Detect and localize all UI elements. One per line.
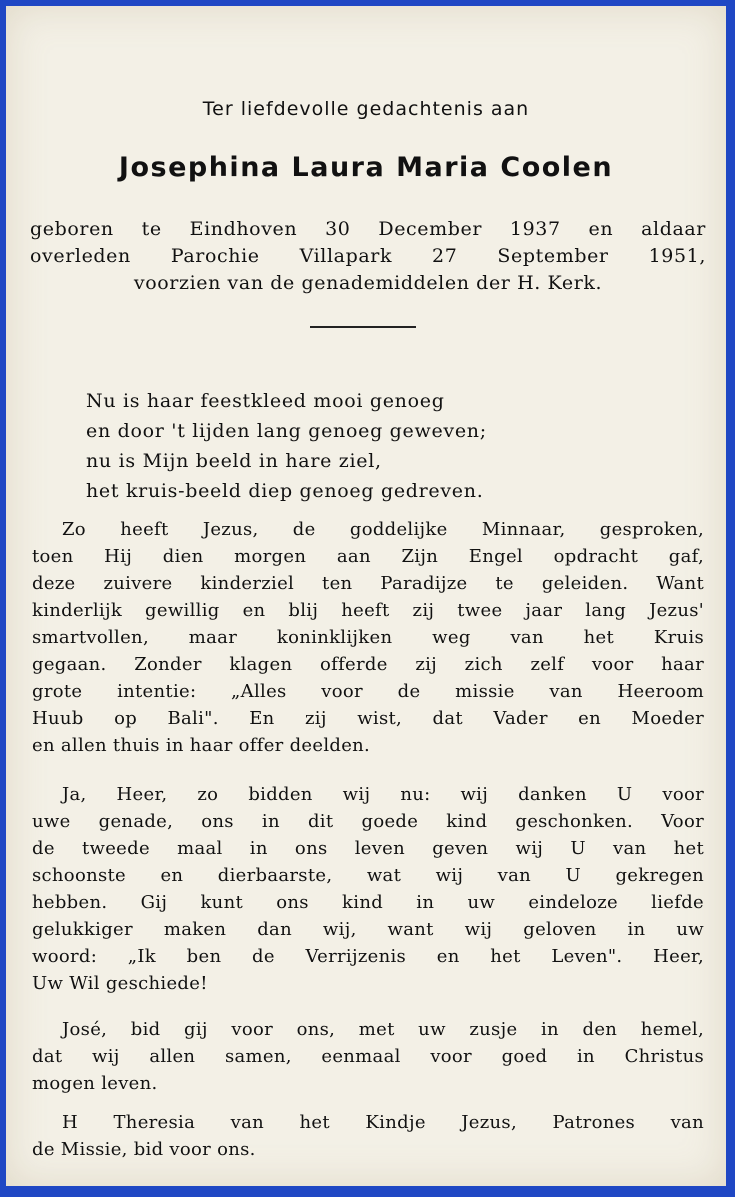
text-line: José, bid gij voor ons, met uw zusje in den hemel, xyxy=(62,1019,704,1040)
divider-rule xyxy=(310,326,416,328)
memorial-card xyxy=(6,6,726,1186)
text-line: grote intentie: „Alles voor de missie van Heeroom xyxy=(32,681,704,702)
poem-line: Nu is haar feestkleed mooi genoeg xyxy=(86,390,445,412)
paragraph-theresia xyxy=(32,1109,704,1163)
paragraph-prayer xyxy=(32,781,704,997)
text-line: en allen thuis in haar offer deelden. xyxy=(32,735,371,756)
death-line: overleden Parochie Villapark 27 September 1951, xyxy=(30,245,706,267)
birth-death-details xyxy=(30,216,706,297)
text-line: deze zuivere kinderziel ten Paradijze te geleiden. Want xyxy=(32,573,704,594)
text-line: Uw Wil geschiede! xyxy=(32,973,208,994)
text-line: de tweede maal in ons leven geven wij U van het xyxy=(32,838,704,859)
text-line: woord: „Ik ben de Verrijzenis en het Leven". Heer, xyxy=(32,946,704,967)
birth-line: geboren te Eindhoven 30 December 1937 en aldaar xyxy=(30,218,706,240)
deceased-name: Josephina Laura Maria Coolen xyxy=(118,152,614,183)
text-line: mogen leven. xyxy=(32,1073,158,1094)
text-line: gelukkiger maken dan wij, want wij geloven in uw xyxy=(32,919,704,940)
text-line: de Missie, bid voor ons. xyxy=(32,1139,256,1160)
card-header: Ter liefdevolle gedachtenis aan xyxy=(202,98,530,120)
poem-line: nu is Mijn beeld in hare ziel, xyxy=(86,450,382,472)
poem-line: en door 't lijden lang genoeg geweven; xyxy=(86,420,487,442)
text-line: uwe genade, ons in dit goede kind geschonken. Voor xyxy=(32,811,704,832)
text-line: Huub op Bali". En zij wist, dat Vader en Moeder xyxy=(32,708,704,729)
text-line: kinderlijk gewillig en blij heeft zij twee jaar lang Jezus' xyxy=(32,600,704,621)
text-line: toen Hij dien morgen aan Zijn Engel opdracht gaf, xyxy=(32,546,704,567)
text-line: dat wij allen samen, eenmaal voor goed in Christus xyxy=(32,1046,704,1067)
text-line: hebben. Gij kunt ons kind in uw eindeloze liefde xyxy=(32,892,704,913)
text-line: Zo heeft Jezus, de goddelijke Minnaar, gesproken, xyxy=(62,519,704,540)
paragraph-jose xyxy=(32,1016,704,1097)
sacraments-line: voorzien van de genademiddelen der H. Kerk. xyxy=(133,272,603,294)
text-line: smartvollen, maar koninklijken weg van het Kruis xyxy=(32,627,704,648)
paragraph-jesus xyxy=(32,516,704,759)
text-line: H Theresia van het Kindje Jezus, Patrones van xyxy=(62,1112,704,1133)
text-line: schoonste en dierbaarste, wat wij van U gekregen xyxy=(32,865,704,886)
poem xyxy=(86,386,487,506)
text-line: gegaan. Zonder klagen offerde zij zich zelf voor haar xyxy=(32,654,704,675)
poem-line: het kruis-beeld diep genoeg gedreven. xyxy=(86,480,484,502)
text-line: Ja, Heer, zo bidden wij nu: wij danken U voor xyxy=(62,784,704,805)
